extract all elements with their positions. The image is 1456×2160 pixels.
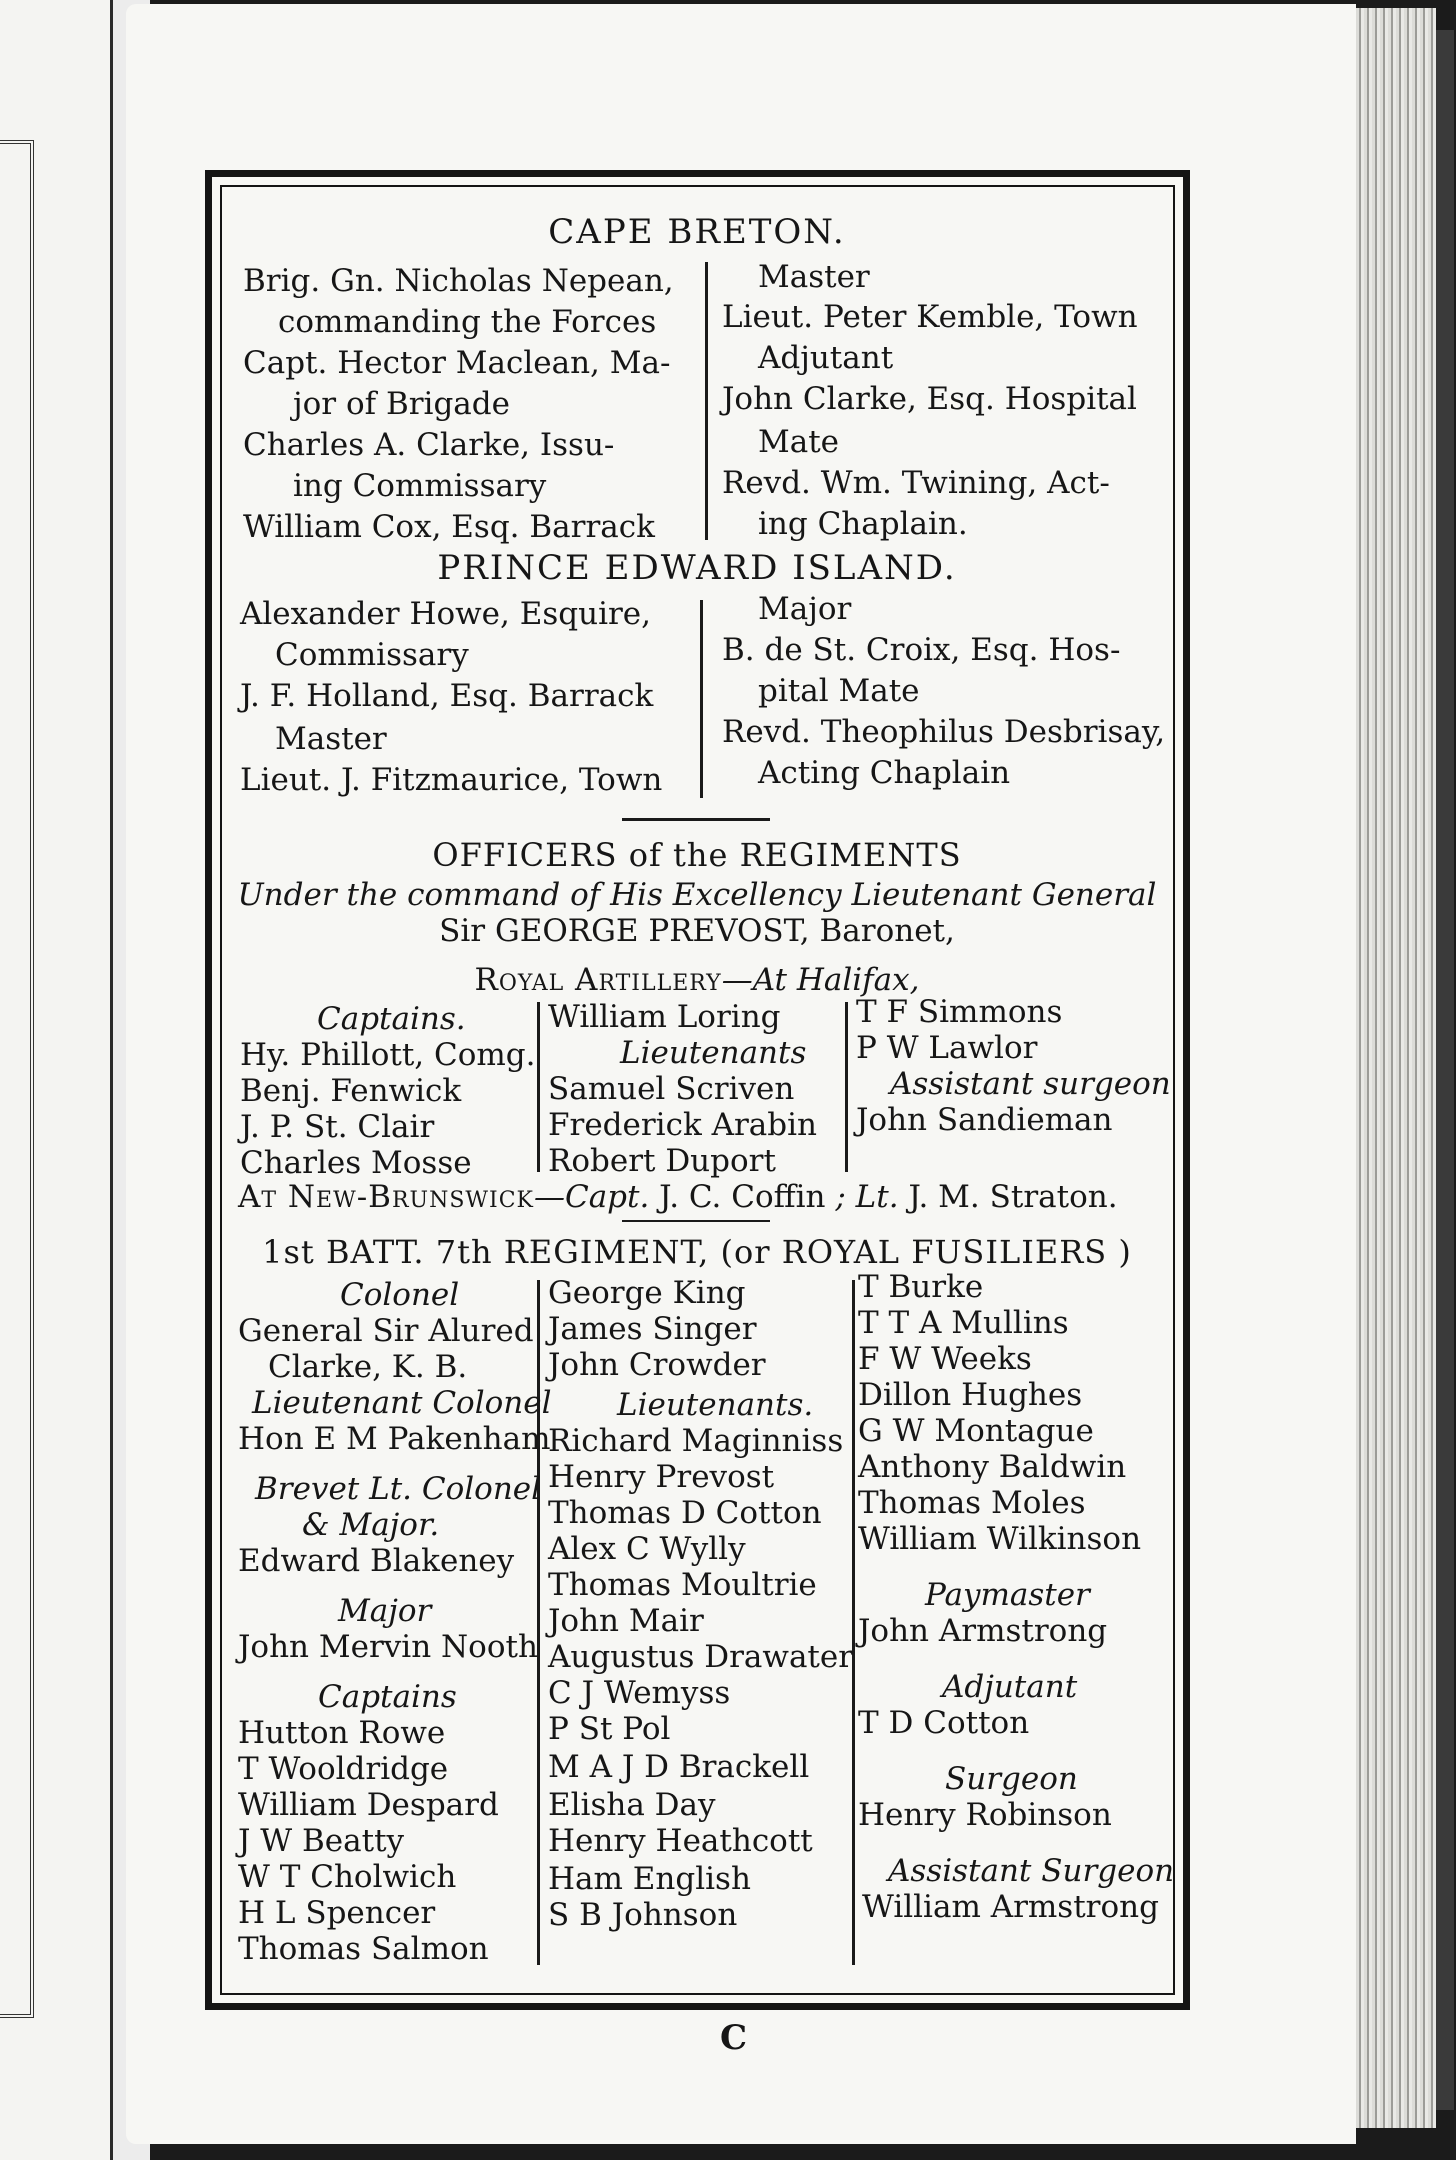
r7-col3-2: F W Weeks xyxy=(858,1341,1032,1377)
r7-col1-5: Brevet Lt. Colonel xyxy=(255,1471,542,1507)
r7-col3-0: T Burke xyxy=(858,1269,984,1305)
page-edges xyxy=(1356,8,1436,2128)
r7-col3-6: Thomas Moles xyxy=(858,1485,1086,1521)
r7-col1-12: T Wooldridge xyxy=(238,1751,449,1787)
cape-breton-heading: CAPE BRETON. xyxy=(548,212,846,252)
r7-col3-8: Paymaster xyxy=(925,1577,1090,1613)
r7-col2-9: John Mair xyxy=(548,1603,704,1639)
nb-lieutenant-title: ; Lt. xyxy=(825,1179,899,1215)
ra-col3-3: John Sandieman xyxy=(856,1102,1113,1138)
r7-col2-16: Ham English xyxy=(548,1861,751,1897)
r7-col3-7: William Wilkinson xyxy=(858,1521,1142,1557)
ra-col3-2: Assistant surgeon xyxy=(890,1066,1171,1102)
cb-left-6: William Cox, Esq. Barrack xyxy=(243,509,655,545)
r7-col2-7: Alex C Wylly xyxy=(548,1531,746,1567)
r7-col1-14: J W Beatty xyxy=(238,1823,405,1859)
artillery-heading-title: Royal Artillery xyxy=(474,962,722,998)
new-brunswick-line xyxy=(238,1180,1118,1214)
signature-mark: C xyxy=(720,2018,748,2058)
ra-col1-1: Hy. Phillott, Comg. xyxy=(240,1037,536,1073)
cb-right-5: Revd. Wm. Twining, Act- xyxy=(722,465,1110,501)
column-divider xyxy=(705,262,708,540)
seventh-heading: 1st BATT. 7th REGIMENT, (or ROYAL FUSILIERS ) xyxy=(262,1233,1132,1271)
column-divider xyxy=(852,1280,855,1965)
r7-col1-13: William Despard xyxy=(238,1787,499,1823)
cb-right-6: ing Chaplain. xyxy=(758,506,968,542)
cb-left-5: ing Commissary xyxy=(293,468,547,504)
r7-col1-17: Thomas Salmon xyxy=(238,1931,489,1967)
cb-right-3: John Clarke, Esq. Hospital xyxy=(722,381,1137,417)
cb-left-4: Charles A. Clarke, Issu- xyxy=(243,427,615,463)
r7-col3-5: Anthony Baldwin xyxy=(858,1449,1127,1485)
r7-col2-12: P St Pol xyxy=(548,1711,671,1747)
cb-left-0: Brig. Gn. Nicholas Nepean, xyxy=(243,263,674,299)
cb-left-2: Capt. Hector Maclean, Ma- xyxy=(243,345,671,381)
r7-col2-6: Thomas D Cotton xyxy=(548,1495,822,1531)
r7-col1-6: & Major. xyxy=(302,1507,440,1543)
r7-col1-15: W T Cholwich xyxy=(238,1859,457,1895)
cb-left-1: commanding the Forces xyxy=(278,304,657,340)
ra-col2-2: Samuel Scriven xyxy=(548,1071,795,1107)
r7-col3-9: John Armstrong xyxy=(858,1613,1108,1649)
book-edge xyxy=(1436,30,1454,2110)
ra-col2-0: William Loring xyxy=(548,999,781,1035)
pei-left-4: Lieut. J. Fitzmaurice, Town xyxy=(240,762,663,798)
r7-col3-1: T T A Mullins xyxy=(858,1305,1069,1341)
r7-col2-10: Augustus Drawater xyxy=(548,1639,854,1675)
r7-col1-10: Captains xyxy=(318,1679,457,1715)
r7-col1-4: Hon E M Pakenham xyxy=(238,1421,551,1457)
pei-left-1: Commissary xyxy=(275,637,469,673)
r7-col2-1: James Singer xyxy=(548,1311,757,1347)
r7-col2-8: Thomas Moultrie xyxy=(548,1567,817,1603)
officers-heading: OFFICERS of the REGIMENTS xyxy=(432,836,962,874)
r7-col3-15: William Armstrong xyxy=(862,1889,1159,1925)
r7-col1-9: John Mervin Nooth xyxy=(238,1629,538,1665)
r7-col3-3: Dillon Hughes xyxy=(858,1377,1083,1413)
r7-col2-14: Elisha Day xyxy=(548,1787,716,1823)
section-rule xyxy=(622,818,770,821)
r7-col3-12: Surgeon xyxy=(945,1761,1078,1797)
r7-col1-11: Hutton Rowe xyxy=(238,1715,446,1751)
r7-col2-4: Richard Maginniss xyxy=(548,1423,844,1459)
r7-col3-13: Henry Robinson xyxy=(858,1797,1112,1833)
r7-col1-1: General Sir Alured xyxy=(238,1313,534,1349)
nb-lieutenant-name: J. M. Straton. xyxy=(898,1179,1118,1215)
pei-right-4: Acting Chaplain xyxy=(758,755,1011,791)
pei-heading: PRINCE EDWARD ISLAND. xyxy=(437,548,957,588)
pei-left-2: J. F. Holland, Esq. Barrack xyxy=(240,678,654,714)
cb-right-1: Lieut. Peter Kemble, Town xyxy=(722,299,1138,335)
r7-col1-7: Edward Blakeney xyxy=(238,1543,515,1579)
cb-right-2: Adjutant xyxy=(758,340,894,376)
pei-left-0: Alexander Howe, Esquire, xyxy=(240,596,652,632)
artillery-heading xyxy=(232,963,1162,997)
officers-commander: Sir GEORGE PREVOST, Baronet, xyxy=(439,913,955,949)
nb-captain-title: —Capt. xyxy=(533,1179,650,1215)
r7-col2-13: M A J D Brackell xyxy=(548,1749,810,1785)
r7-col1-8: Major xyxy=(338,1593,432,1629)
officers-subtitle: Under the command of His Excellency Lieutenant General xyxy=(237,877,1157,913)
pei-left-3: Master xyxy=(275,721,387,757)
nb-prefix: At New-Brunswick xyxy=(238,1179,534,1215)
ra-col1-3: J. P. St. Clair xyxy=(240,1109,435,1145)
cb-right-4: Mate xyxy=(758,424,840,460)
r7-col3-4: G W Montague xyxy=(858,1413,1094,1449)
r7-col2-3: Lieutenants. xyxy=(617,1387,814,1423)
pei-right-1: B. de St. Croix, Esq. Hos- xyxy=(722,632,1121,668)
ra-col2-1: Lieutenants xyxy=(620,1035,807,1071)
previous-page xyxy=(0,0,113,2160)
ra-col3-1: P W Lawlor xyxy=(856,1030,1038,1066)
r7-col1-16: H L Spencer xyxy=(238,1895,436,1931)
ra-col2-3: Frederick Arabin xyxy=(548,1107,818,1143)
section-rule xyxy=(622,1220,770,1222)
column-divider xyxy=(700,600,703,798)
r7-col2-15: Henry Heathcott xyxy=(548,1823,813,1859)
cb-right-0: Master xyxy=(758,259,870,295)
cb-left-3: jor of Brigade xyxy=(293,386,510,422)
column-divider xyxy=(537,1280,540,1965)
pei-right-0: Major xyxy=(758,591,852,627)
r7-col2-0: George King xyxy=(548,1275,746,1311)
artillery-heading-location: —At Halifax, xyxy=(721,962,920,998)
column-divider xyxy=(845,1002,848,1172)
r7-col2-2: John Crowder xyxy=(548,1347,766,1383)
r7-col2-11: C J Wemyss xyxy=(548,1675,731,1711)
r7-col2-5: Henry Prevost xyxy=(548,1459,775,1495)
r7-col3-14: Assistant Surgeon xyxy=(888,1853,1175,1889)
pei-right-2: pital Mate xyxy=(758,673,920,709)
ra-col1-0: Captains. xyxy=(317,1001,466,1037)
r7-col3-11: T D Cotton xyxy=(858,1705,1030,1741)
nb-captain-name: J. C. Coffin xyxy=(649,1179,826,1215)
ra-col1-2: Benj. Fenwick xyxy=(240,1073,462,1109)
pei-right-3: Revd. Theophilus Desbrisay, xyxy=(722,714,1166,750)
ra-col1-4: Charles Mosse xyxy=(240,1145,472,1181)
r7-col3-10: Adjutant xyxy=(942,1669,1078,1705)
r7-col1-3: Lieutenant Colonel xyxy=(252,1385,552,1421)
r7-col1-0: Colonel xyxy=(340,1277,460,1313)
ra-col3-0: T F Simmons xyxy=(856,994,1063,1030)
column-divider xyxy=(537,1002,540,1172)
previous-page-frame xyxy=(0,140,34,2018)
ra-col2-4: Robert Duport xyxy=(548,1143,776,1179)
r7-col2-17: S B Johnson xyxy=(548,1897,738,1933)
r7-col1-2: Clarke, K. B. xyxy=(268,1349,468,1385)
